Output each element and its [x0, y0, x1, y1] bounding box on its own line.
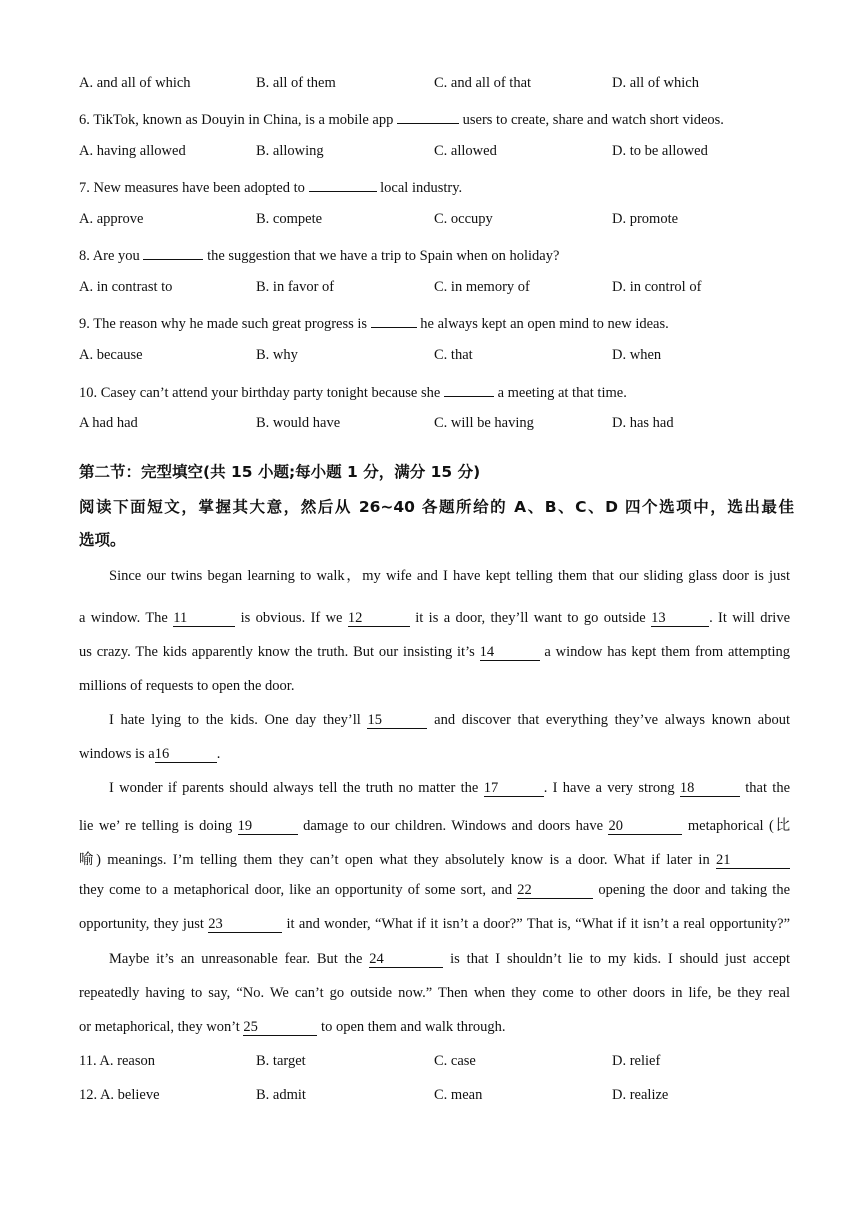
- q9-blank: [371, 313, 417, 328]
- q11-options: [79, 1053, 799, 1073]
- q7-stem: 7. New measures have been adopted to local industry.: [79, 177, 799, 197]
- q9-options: [79, 347, 799, 367]
- blank-21: 21: [716, 852, 790, 869]
- q5-option-b: B. all of them: [256, 75, 336, 91]
- q8-options: [79, 279, 799, 299]
- q11-option-b: B. target: [256, 1053, 306, 1069]
- q9-option-a: A. because: [79, 347, 143, 363]
- q6-option-d: D. to be allowed: [612, 143, 708, 159]
- section-heading: 第二节：完型填空(共 15 小题;每小题 1 分，满分 15 分): [79, 463, 481, 481]
- q6-options: [79, 143, 799, 163]
- blank-25: 25: [243, 1019, 317, 1036]
- p3-line1: I wonder if parents should always tell the truth no matter the 17 . I have a very strong 18 that the: [109, 780, 791, 796]
- q8-stem: 8. Are you the suggestion that we have a trip to Spain when on holiday?: [79, 245, 799, 265]
- q10-option-b: B. would have: [256, 415, 341, 431]
- q10-option-c: C. will be having: [434, 415, 534, 431]
- q5-option-d: D. all of which: [612, 75, 699, 91]
- q8-option-d: D. in control of: [612, 279, 702, 295]
- blank-11: 11: [173, 610, 235, 627]
- q10-options: [79, 415, 799, 435]
- q7-option-d: D. promote: [612, 211, 679, 227]
- blank-14: 14: [480, 644, 540, 661]
- q12-option-d: D. realize: [612, 1087, 669, 1103]
- section-instruction-cont: 选项。: [79, 531, 126, 549]
- blank-23: 23: [208, 916, 282, 933]
- blank-17: 17: [484, 780, 544, 797]
- q5-option-a: A. and all of which: [79, 75, 191, 91]
- q9-option-d: D. when: [612, 347, 662, 363]
- q5-options: [79, 75, 799, 95]
- q9-option-b: B. why: [256, 347, 298, 363]
- q7-options: [79, 211, 799, 231]
- blank-12: 12: [348, 610, 410, 627]
- p4-line1: Maybe it’s an unreasonable fear. But the 24 is that I shouldn’t lie to my kids. I should just accept: [109, 951, 791, 967]
- p1-line2: a window. The 11 is obvious. If we 12 it is a door, they’ll want to go outside 13 . It will drive: [79, 610, 790, 626]
- p2-line1: I hate lying to the kids. One day they’ll 15 and discover that everything they’ve always known about: [109, 712, 791, 728]
- p3-line3: 喻) meanings. I’m telling them they can’t open what they absolutely know is a door. What if later in 21: [79, 848, 790, 869]
- p4-line3: or metaphorical, they won’t 25 to open them and walk through.: [79, 1019, 506, 1035]
- p3-line2: lie we’ re telling is doing 19 damage to our children. Windows and doors have 20 metaphorical (比: [79, 818, 791, 834]
- blank-15: 15: [367, 712, 427, 729]
- q9-stem: 9. The reason why he made such great progress is he always kept an open mind to new ideas.: [79, 313, 799, 333]
- q8-blank: [143, 245, 203, 260]
- q12-option-c: C. mean: [434, 1087, 483, 1103]
- q12-option-a: 12. A. believe: [79, 1087, 160, 1103]
- q7-option-b: B. compete: [256, 211, 323, 227]
- blank-24: 24: [369, 951, 443, 968]
- p1-line4: millions of requests to open the door.: [79, 678, 295, 694]
- blank-18: 18: [680, 780, 740, 797]
- section-instruction: 阅读下面短文，掌握其大意，然后从 26~40 各题所给的 A、B、C、D 四个选项中，选出最佳: [79, 498, 794, 516]
- q7-blank: [309, 177, 377, 192]
- blank-20: 20: [608, 818, 682, 835]
- p3-line4: they come to a metaphorical door, like an opportunity of some sort, and 22 opening the door and taking the: [79, 882, 791, 898]
- q8-option-b: B. in favor of: [256, 279, 335, 295]
- q7-option-a: A. approve: [79, 211, 144, 227]
- q6-blank: [397, 109, 459, 124]
- blank-16: 16: [155, 746, 217, 763]
- q10-option-d: D. has had: [612, 415, 674, 431]
- q10-blank: [444, 382, 494, 397]
- p1-line1: Since our twins began learning to walk，my wife and I have kept telling them that our sliding glass door is just: [109, 568, 790, 584]
- q9-option-c: C. that: [434, 347, 473, 363]
- q8-option-a: A. in contrast to: [79, 279, 173, 295]
- q6-stem: 6. TikTok, known as Douyin in China, is a mobile app users to create, share and watch short videos.: [79, 109, 799, 129]
- q8-option-c: C. in memory of: [434, 279, 530, 295]
- q6-option-b: B. allowing: [256, 143, 324, 159]
- p1-line3: us crazy. The kids apparently know the truth. But our insisting it’s 14 a window has kept them from attempting: [79, 644, 790, 660]
- q10-option-a: A had had: [79, 415, 138, 431]
- q11-option-a: 11. A. reason: [79, 1053, 155, 1069]
- q12-options: [79, 1087, 799, 1107]
- p2-line2: windows is a16 .: [79, 746, 221, 762]
- q11-option-d: D. relief: [612, 1053, 661, 1069]
- p3-line5: opportunity, they just 23 it and wonder, “What if it isn’t a door?” That is, “What if it isn’t a real opportunity?”: [79, 916, 791, 932]
- q12-option-b: B. admit: [256, 1087, 306, 1103]
- blank-22: 22: [517, 882, 593, 899]
- blank-19: 19: [238, 818, 298, 835]
- p4-line2: repeatedly having to say, “No. We can’t go outside now.” Then when they come to other doors in life, be they real: [79, 985, 790, 1001]
- q6-option-a: A. having allowed: [79, 143, 186, 159]
- q7-option-c: C. occupy: [434, 211, 493, 227]
- q10-stem: 10. Casey can’t attend your birthday party tonight because she a meeting at that time.: [79, 382, 799, 402]
- blank-13: 13: [651, 610, 709, 627]
- q11-option-c: C. case: [434, 1053, 476, 1069]
- q6-option-c: C. allowed: [434, 143, 497, 159]
- q5-option-c: C. and all of that: [434, 75, 532, 91]
